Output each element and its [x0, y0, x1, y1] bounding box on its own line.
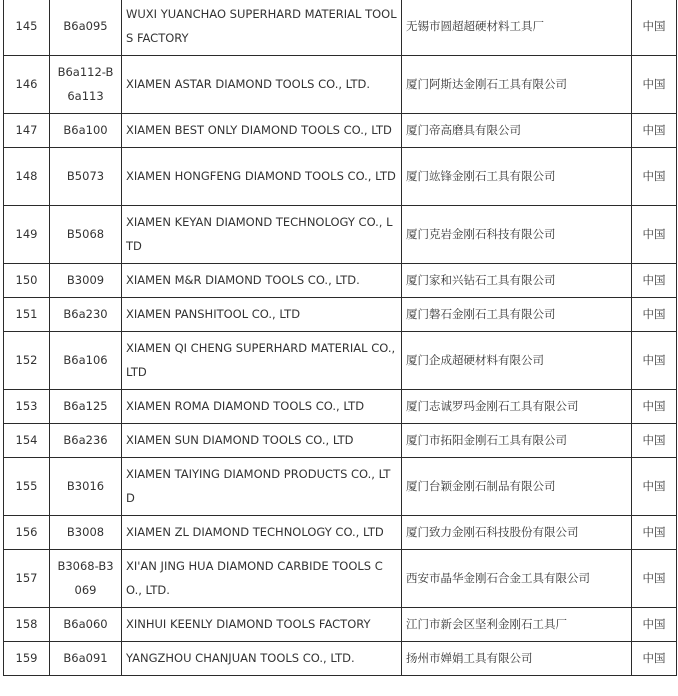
- row-number: 151: [4, 298, 50, 332]
- company-name-cn: 西安市晶华金刚石合金工具有限公司: [402, 550, 632, 608]
- country: 中国: [632, 148, 677, 206]
- company-name-en: WUXI YUANCHAO SUPERHARD MATERIAL TOOLS FACTORY: [122, 0, 402, 56]
- company-name-cn: 厦门帝高磨具有限公司: [402, 114, 632, 148]
- company-name-en: XIAMEN HONGFENG DIAMOND TOOLS CO., LTD: [122, 148, 402, 206]
- table-row: [4, 550, 677, 608]
- country: 中国: [632, 608, 677, 642]
- company-name-en: XIAMEN SUN DIAMOND TOOLS CO., LTD: [122, 424, 402, 458]
- company-name-cn: 无锡市圆超超硬材料工具厂: [402, 0, 632, 56]
- country: 中国: [632, 0, 677, 56]
- booth-code: B3008: [50, 516, 122, 550]
- company-name-en: XIAMEN TAIYING DIAMOND PRODUCTS CO., LTD: [122, 458, 402, 516]
- booth-code: B5073: [50, 148, 122, 206]
- booth-code: B3016: [50, 458, 122, 516]
- table-row: [4, 424, 677, 458]
- country: 中国: [632, 390, 677, 424]
- row-number: 153: [4, 390, 50, 424]
- company-name-cn: 厦门企成超硬材料有限公司: [402, 332, 632, 390]
- table-row: [4, 298, 677, 332]
- company-name-cn: 厦门克岩金刚石科技有限公司: [402, 206, 632, 264]
- booth-code: B6a100: [50, 114, 122, 148]
- booth-code: B6a125: [50, 390, 122, 424]
- row-number: 155: [4, 458, 50, 516]
- row-number: 150: [4, 264, 50, 298]
- company-name-en: YANGZHOU CHANJUAN TOOLS CO., LTD.: [122, 642, 402, 676]
- row-number: 158: [4, 608, 50, 642]
- booth-code: B6a095: [50, 0, 122, 56]
- exhibitor-table-body: [4, 0, 677, 676]
- country: 中国: [632, 332, 677, 390]
- booth-code: B6a060: [50, 608, 122, 642]
- row-number: 156: [4, 516, 50, 550]
- table-row: [4, 264, 677, 298]
- company-name-cn: 厦门志诚罗玛金刚石工具有限公司: [402, 390, 632, 424]
- table-row: [4, 516, 677, 550]
- country: 中国: [632, 298, 677, 332]
- company-name-cn: 厦门台颖金刚石制品有限公司: [402, 458, 632, 516]
- country: 中国: [632, 114, 677, 148]
- table-row: [4, 56, 677, 114]
- company-name-cn: 厦门阿斯达金刚石工具有限公司: [402, 56, 632, 114]
- company-name-en: XIAMEN ROMA DIAMOND TOOLS CO., LTD: [122, 390, 402, 424]
- row-number: 145: [4, 0, 50, 56]
- company-name-en: XIAMEN M&R DIAMOND TOOLS CO., LTD.: [122, 264, 402, 298]
- company-name-cn: 厦门竑锋金刚石工具有限公司: [402, 148, 632, 206]
- table-row: [4, 148, 677, 206]
- country: 中国: [632, 642, 677, 676]
- row-number: 157: [4, 550, 50, 608]
- row-number: 152: [4, 332, 50, 390]
- booth-code: B6a230: [50, 298, 122, 332]
- company-name-cn: 江门市新会区坚利金刚石工具厂: [402, 608, 632, 642]
- country: 中国: [632, 550, 677, 608]
- row-number: 154: [4, 424, 50, 458]
- company-name-en: XIAMEN QI CHENG SUPERHARD MATERIAL CO., LTD: [122, 332, 402, 390]
- company-name-cn: 厦门家和兴钻石工具有限公司: [402, 264, 632, 298]
- country: 中国: [632, 264, 677, 298]
- exhibitor-table: [3, 0, 677, 676]
- company-name-en: XINHUI KEENLY DIAMOND TOOLS FACTORY: [122, 608, 402, 642]
- table-row: [4, 458, 677, 516]
- row-number: 149: [4, 206, 50, 264]
- company-name-en: XIAMEN ASTAR DIAMOND TOOLS CO., LTD.: [122, 56, 402, 114]
- booth-code: B6a106: [50, 332, 122, 390]
- company-name-en: XIAMEN PANSHITOOL CO., LTD: [122, 298, 402, 332]
- company-name-cn: 厦门磐石金刚石工具有限公司: [402, 298, 632, 332]
- table-row: [4, 642, 677, 676]
- country: 中国: [632, 56, 677, 114]
- company-name-en: XI'AN JING HUA DIAMOND CARBIDE TOOLS CO., LTD.: [122, 550, 402, 608]
- booth-code: B5068: [50, 206, 122, 264]
- company-name-en: XIAMEN KEYAN DIAMOND TECHNOLOGY CO., LTD: [122, 206, 402, 264]
- table-row: [4, 206, 677, 264]
- booth-code: B3009: [50, 264, 122, 298]
- table-row: [4, 114, 677, 148]
- company-name-cn: 厦门致力金刚石科技股份有限公司: [402, 516, 632, 550]
- country: 中国: [632, 206, 677, 264]
- booth-code: B6a112-B6a113: [50, 56, 122, 114]
- table-row: [4, 332, 677, 390]
- table-row: [4, 0, 677, 56]
- country: 中国: [632, 458, 677, 516]
- company-name-en: XIAMEN ZL DIAMOND TECHNOLOGY CO., LTD: [122, 516, 402, 550]
- booth-code: B3068-B3069: [50, 550, 122, 608]
- row-number: 148: [4, 148, 50, 206]
- booth-code: B6a091: [50, 642, 122, 676]
- booth-code: B6a236: [50, 424, 122, 458]
- row-number: 147: [4, 114, 50, 148]
- row-number: 146: [4, 56, 50, 114]
- table-row: [4, 608, 677, 642]
- company-name-cn: 扬州市婵娟工具有限公司: [402, 642, 632, 676]
- country: 中国: [632, 424, 677, 458]
- row-number: 159: [4, 642, 50, 676]
- company-name-en: XIAMEN BEST ONLY DIAMOND TOOLS CO., LTD: [122, 114, 402, 148]
- company-name-cn: 厦门市拓阳金刚石工具有限公司: [402, 424, 632, 458]
- table-row: [4, 390, 677, 424]
- country: 中国: [632, 516, 677, 550]
